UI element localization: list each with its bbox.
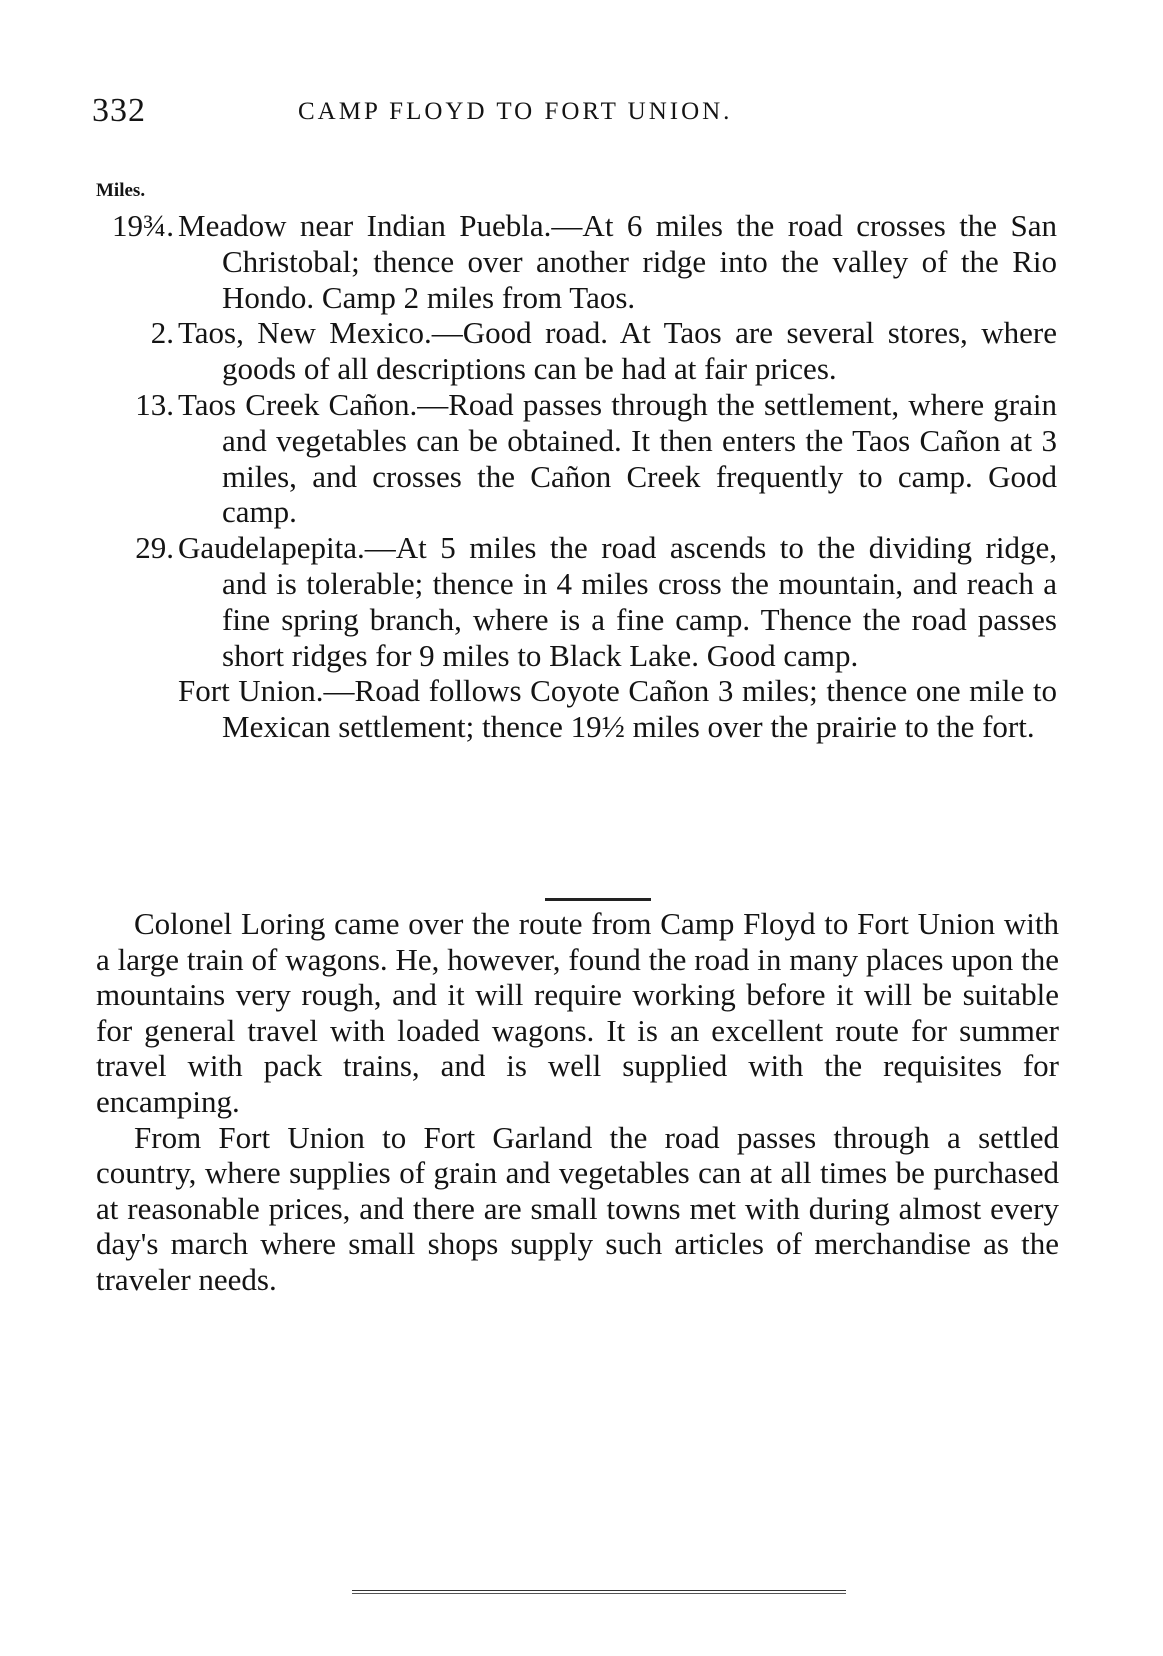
- entry-miles: 13.: [135, 386, 174, 422]
- itinerary-entry: [92, 315, 1057, 387]
- entry-text: Taos Creek Cañon.—Road passes through the settlement, where grain and vegetables can be obtained. It then enters the Taos Cañon at 3 miles, and crosses the Cañon Creek frequently to camp. Good camp.: [178, 386, 1057, 530]
- entry-text: Taos, New Mexico.—Good road. At Taos are several stores, where goods of all descriptions can be had at fair prices.: [178, 315, 1057, 387]
- itinerary-list: [92, 208, 1057, 745]
- section-divider: [545, 898, 651, 901]
- itinerary-entry: [92, 387, 1057, 530]
- running-head: CAMP FLOYD TO FORT UNION.: [298, 98, 733, 125]
- footer-rule: [352, 1590, 846, 1591]
- entry-text: Meadow near Indian Puebla.—At 6 miles the road crosses the San Christobal; thence over another ridge into the valley of the Rio Hondo. Camp 2 miles from Taos.: [178, 208, 1057, 315]
- footer-rule: [352, 1593, 846, 1594]
- prose-section: [96, 906, 1059, 1298]
- miles-column-label: Miles.: [96, 180, 146, 201]
- itinerary-entry: [92, 530, 1057, 673]
- page-number: 332: [92, 92, 146, 129]
- paragraph: Colonel Loring came over the route from Camp Floyd to Fort Union with a large train of wagons. He, however, found the road in many places upon the mountains very rough, and it will require working before it will be suitable for general travel with loaded wagons. It is an excellent route for summer travel with pack trains, and is well supplied with the requisites for encamping.: [96, 906, 1059, 1119]
- paragraph: From Fort Union to Fort Garland the road passes through a settled country, where supplies of grain and vegetables can at all times be purchased at reasonable prices, and there are small towns met with during almost every day's march where small shops supply such articles of merchandise as the traveler needs.: [96, 1119, 1059, 1297]
- entry-text: Gaudelapepita.—At 5 miles the road ascends to the dividing ridge, and is tolerable; thence in 4 miles cross the mountain, and reach a fine spring branch, where is a fine camp. Thence the road passes short ridges for 9 miles to Black Lake. Good camp.: [178, 530, 1057, 673]
- itinerary-entry: [92, 673, 1057, 745]
- entry-miles: 2.: [150, 315, 174, 351]
- entry-text: Fort Union.—Road follows Coyote Cañon 3 miles; thence one mile to Mexican settlement; thence 19½ miles over the prairie to the fort.: [178, 673, 1057, 745]
- page-header: [92, 92, 1057, 136]
- itinerary-entry: [92, 208, 1057, 315]
- entry-miles: 29.: [135, 530, 174, 566]
- entry-miles: 19¾.: [112, 208, 174, 243]
